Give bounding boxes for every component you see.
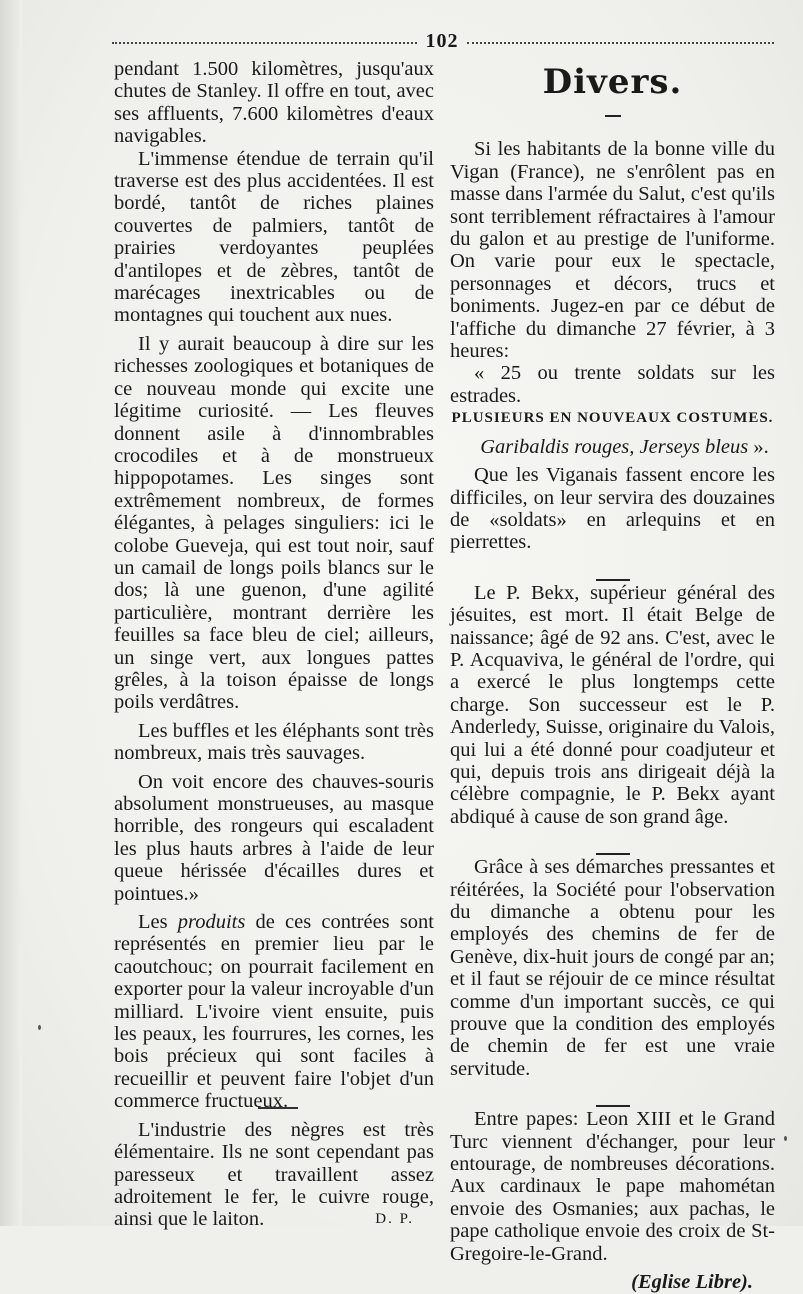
- section-heading: Divers.: [542, 62, 683, 102]
- paragraph-bekx: Le P. Bekx, supérieur général des jésuites, est mort. Il était Belge de naissance; âgé de 92 ans. C'est, avec le P. Acquaviva, le général de l'ordre, qui a exercé le plus longtemps cette charge. Son successeur est le P. Anderledy, Suisse, originaire du Valois, qui lui a été donné pour coadjuteur et qui, depuis trois ans dirigeait déjà la célèbre compagnie, le P. Bekx ayant abdiqué à cause de son grand âge.: [450, 581, 775, 828]
- page-binding-shadow: [0, 0, 22, 1226]
- paragraph-terrain: L'immense étendue de terrain qu'il traverse est des plus accidentées. Il est bordé, tantôt de riches plaines couvertes de palmiers, tantôt de prairies verdoyantes peuplées d'antilopes et de zèbres, tantôt de marécages inextricables ou de montagnes qui touchent aux nues.: [114, 147, 434, 327]
- page-number: 102: [425, 30, 459, 52]
- author-signature: D. P.: [375, 1211, 414, 1228]
- paragraph-viganais: Que les Viganais fassent encore les difficiles, on leur servira des douzaines de «soldats» en arlequins et en pierrettes.: [450, 464, 775, 554]
- paragraph-congo-river: pendant 1.500 kilomètres, jusqu'aux chutes de Stanley. Il offre en tout, avec ses affluents, 7.600 kilomètres d'eaux navigables.: [114, 58, 434, 148]
- paragraph-vigan: Si les habitants de la bonne ville du Vigan (France), ne s'enrôlent pas en masse dans l'armée du Salut, c'est qu'ils sont terriblement réfractaires à l'amour du galon et au prestige de l'uniforme. On varie pour eux le spectacle, personnages et décors, trucs et boniments. Jugez-en par ce début de l'affiche du dimanche 27 février, à 3 heures:: [450, 138, 775, 363]
- article-end-rule: [258, 1107, 298, 1109]
- paragraph-sunday-observance: Grâce à ses démarches pressantes et réitérées, la Société pour l'observation du dimanche a obtenu pour les employés des chemins de fer de Genève, dix-huit jours de congé par an; et il faut se réjouir de ce mince résultat comme d'un important succès, ce qui prouve que la condition des employés de chemin de fer est une vraie servitude.: [450, 856, 775, 1080]
- paragraph-buffalo: Les buffles et les éléphants sont très nombreux, mais très sauvages.: [114, 719, 434, 765]
- right-column: [450, 58, 775, 1294]
- paragraph-bats: On voit encore des chauves-souris absolument monstrueuses, au masque horrible, des rongeurs qui escaladent les plus hauts arbres à l'aide de leur queue hérissée d'écailles dures et pointues.»: [114, 770, 434, 905]
- quote-italic-text: Garibaldis rouges, Jerseys bleus: [480, 435, 749, 458]
- quote-caps-line: PLUSIEURS EN NOUVEAUX COSTUMES.: [451, 410, 774, 427]
- quote-line: « 25 ou trente soldats sur les estrades.: [450, 362, 775, 407]
- left-column: [114, 58, 434, 1237]
- separator-3: [450, 1090, 775, 1096]
- heading-dash: [450, 104, 775, 126]
- paper-speck: [38, 1025, 41, 1030]
- paragraph-popes: Entre papes: Leon XIII et le Grand Turc viennent d'échanger, pour leur entourage, de nombreuses décorations. Aux cardinaux le pape mahométan envoie des Osmanies; aux pachas, le pape catholique envoie des croix de St-Gregoire-le-Grand.: [450, 1108, 775, 1265]
- page-header: [112, 30, 774, 54]
- quote-close: ».: [748, 435, 769, 458]
- header-rule-left: [112, 42, 417, 44]
- products-italic-word: produits: [177, 911, 246, 934]
- header-rule-right: [467, 42, 774, 44]
- paper-speck: [784, 1136, 787, 1141]
- paragraph-products: [114, 911, 434, 1113]
- paragraph-industry: [114, 1119, 434, 1231]
- separator-2: [450, 838, 775, 844]
- products-text-after: de ces contrées sont représentés en premier lieu par le caoutchouc; on pourrait facilement en exporter pour la valeur incroyable d'un milliard. L'ivoire vient ensuite, puis les peaux, les fourrures, les cornes, les bois précieux qui sont faciles à recueillir et peuvent faire l'objet d'un commerce fructueux.: [114, 911, 434, 1113]
- products-text-before: Les: [138, 911, 178, 934]
- paragraph-zoology: Il y aurait beaucoup à dire sur les richesses zoologiques et botaniques de ce nouveau monde qui excite une légitime curiosité. — Les fleuves donnent asile à d'innombrables crocodiles et à de monstrueux hippopotames. Les singes sont extrêmement nombreux, de formes élégantes, à pelages singuliers: ici le colobe Gueveja, qui est tout noir, sauf un camail de longs poils blancs sur le dos; là une guenon, d'une agilité particulière, montrant derrière les feuilles sa face bleu de ciel; ailleurs, un singe vert, aux longues pattes grêles, à la toison épaisse de longs poils verdâtres.: [114, 332, 434, 714]
- source-credit: (Eglise Libre).: [631, 1271, 753, 1294]
- separator-1: [450, 564, 775, 570]
- quote-italic-line: [450, 436, 775, 458]
- industry-text: L'industrie des nègres est très élémentaire. Ils ne sont cependant pas paresseux et travaillent assez adroitement le fer, le cuivre rouge, ainsi que le laiton.: [114, 1118, 434, 1231]
